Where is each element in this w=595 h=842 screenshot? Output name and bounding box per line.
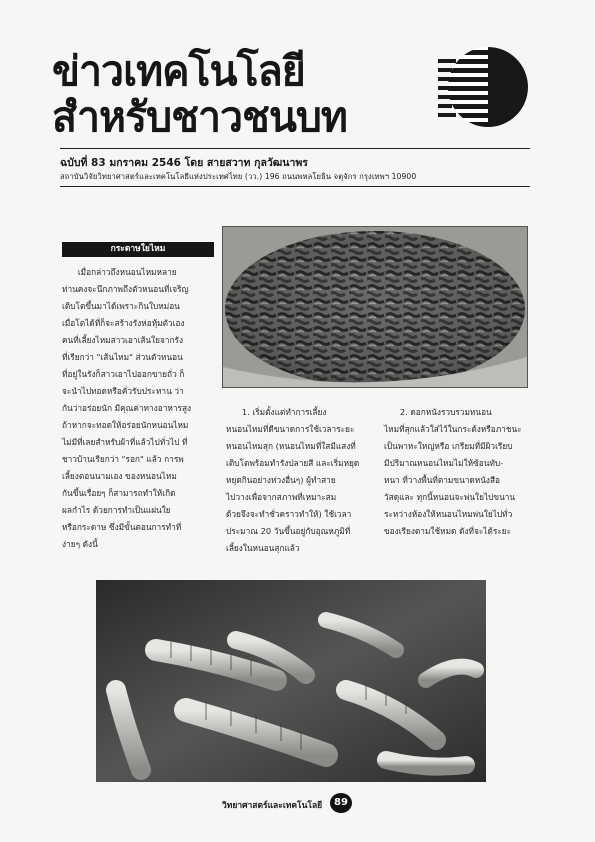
silkworm-closeup-photo: [96, 580, 486, 782]
header-rule-bottom: [60, 186, 530, 187]
issue-line: ฉบับที่ 83 มกราคม 2546 โดย สายสวาท กุลวัฒนาพร: [60, 157, 308, 169]
page-number: 89: [330, 793, 352, 813]
footer-magazine-name: วิทยาศาสตร์และเทคโนโลยี: [222, 801, 323, 811]
title-line-1: ข่าวเทคโนโลยี: [52, 47, 305, 95]
institute-logo: [436, 44, 532, 130]
article-column-2: 1. เริ่มตั้งแต่ทำการเลี้ยง หนอนไหมที่ดีขนาดการใช้เวลาระยะ หนอนไหมสุก (หนอนไหมที่ใสมีแสงที่ เติบโตพร้อมทำรังปลายสี และเริ่มหยุด หยุดกินอย่างห่วงอื่นๆ) ผู้ทำสาย ไปวางเพื่อจากสภาพที่เหมาะสม ด้วยจึงจะทำชั่วคราวทำให้) ใช้เวลา ประมาณ 20 วันขึ้นอยู่กับอุณหภูมิที่ เลี้ยงในหนอนสุกแล้ว: [226, 407, 360, 553]
article-column-1: เมื่อกล่าวถึงหนอนไหมหลาย ท่านคงจะนึกภาพถึงตัวหนอนที่เจริญ เติบโตขึ้นมาได้เพราะกินใบหม่อน เมื่อโตได้ที่ก็จะสร้างรังห่อหุ้มตัวเอง คนที่เลี้ยงไหมสาวเอาเส้นใยจากรัง ที่เรียกว่า "เส้นไหม" ส่วนตัวหนอน ที่อยู่ในรังก็สาวเอาไปออกขายถั่ว ก็ จะนำไปทอดหรือคั่วรับประทาน ว่า กันว่าอร่อยนัก มีคุณค่าทางอาหารสูง ถ้าหากจะทอดให้อร่อยนักหนอนไหม ไม่มีที่เลยสำหรับผ้าที่แล้วไปทั่วไป ที่ ชาวบ้านเรียกว่า "รอก" แล้ว การพ เลี้ยงตอนนามเอง ของหนอนไหม กันขึ้นเรื่อยๆ ก็สามารถทำให้เกิด ผลกำไร ด้วยการทำเป็นแผ่นใย หรือกระดาษ ซึ่งมีขั้นตอนการทำที่ ง่ายๆ ดังนี้: [62, 267, 192, 549]
title-line-2: สำหรับชาวชนบท: [52, 93, 347, 141]
address-line: สถาบันวิจัยวิทยาศาสตร์และเทคโนโลยีแห่งประเทศไทย (วว.) 196 ถนนพหลโยธิน จตุจักร กรุงเทพฯ 10900: [60, 172, 417, 181]
silkworm-pile-photo: [222, 226, 528, 388]
section-heading: กระดาษใยไหม: [62, 242, 214, 257]
article-column-3: 2. ดอกหนังรวบรวมหนอน ไหมที่สุกแล้วใส่ไว้ในกระด้งหรือภาชนะ เป็นพาหะใหญ่หรือ เกรียมที่มีผิวเรียบ มีปริมาณหนอนไหมไม่ให้ซ้อนทับ- หนา ที่วางพื้นที่ตามขนาดหนังสือ วัสดุและ ทุกนี้หนอนจะพ่นใยไปขนาน ระหว่างห้องให้หนอนไหมพ่นใยไปทั่ว ของเรียงตามใช้หมด ดังที่จะได้ระยะ: [384, 407, 522, 536]
header-rule-top: [60, 148, 530, 149]
